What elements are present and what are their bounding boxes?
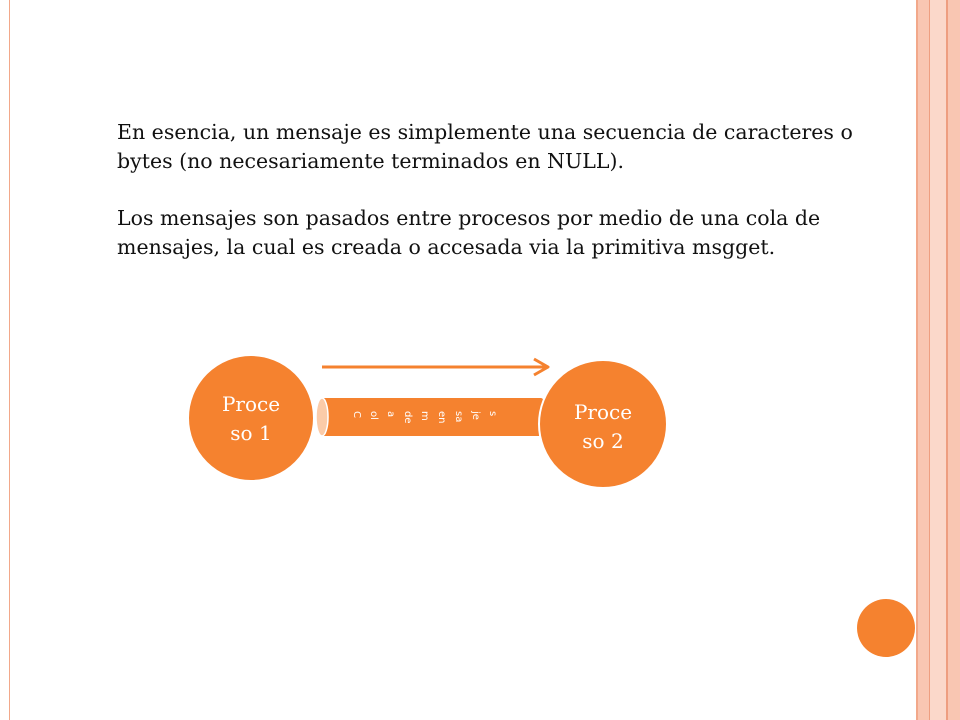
- paragraph-message-queue: Los mensajes son pasados entre procesos por medio de una cola de mensajes, la cual es creada o accesada via la primitiva msgget.: [117, 206, 821, 259]
- process-1-label-line2: so 1: [230, 421, 272, 445]
- queue-label-col: en: [436, 411, 447, 424]
- process-2-label-line2: so 2: [582, 429, 624, 453]
- process-2-label-line1: Proce: [573, 400, 633, 424]
- queue-label-col: s: [487, 411, 498, 417]
- queue-label-col: de: [402, 411, 413, 424]
- queue-label-col: je: [470, 411, 481, 420]
- process-2-node: [539, 360, 667, 488]
- queue-cylinder: [316, 398, 547, 436]
- paragraph-message-definition: En esencia, un mensaje es simplemente una secuencia de caracteres o bytes (no necesariamente terminados en NULL).: [117, 120, 853, 173]
- queue-label-col: a: [385, 411, 396, 418]
- queue-label-col: sa: [453, 411, 464, 423]
- process-1-node: [188, 355, 314, 481]
- queue-label-col: ol: [368, 411, 379, 420]
- queue-label-col: C: [351, 411, 362, 418]
- arrow: [322, 359, 548, 375]
- queue-label-col: m: [419, 411, 430, 421]
- process-1-label-line1: Proce: [221, 392, 281, 416]
